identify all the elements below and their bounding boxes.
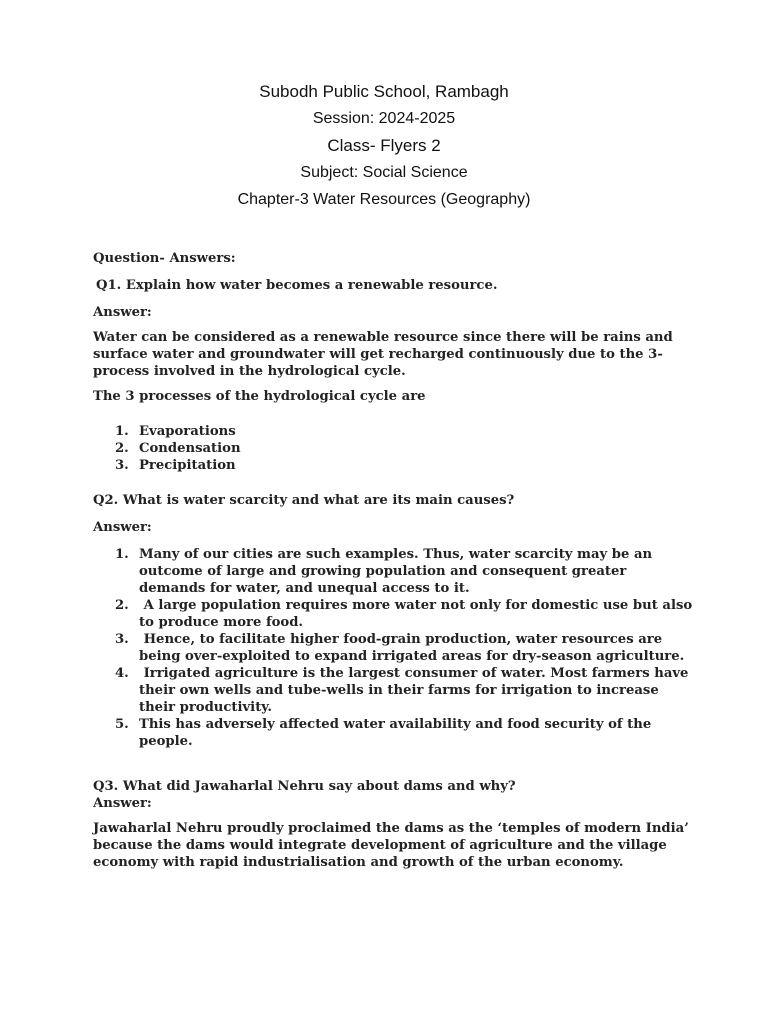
chapter-title: Chapter-3 Water Resources (Geography) [237, 191, 531, 208]
list-number: 3. [115, 632, 129, 647]
q2-answer-label: Answer: [93, 520, 152, 535]
section-label: Question- Answers: [93, 251, 236, 266]
list-number: 4. [115, 666, 129, 681]
list-item [93, 423, 693, 440]
school-name: Subodh Public School, Rambagh [259, 82, 509, 101]
subject-line: Subject: Social Science [300, 164, 468, 181]
list-number: 3. [115, 458, 129, 473]
q1-list [93, 423, 693, 474]
document-body [93, 250, 697, 871]
session-line: Session: 2024-2025 [312, 110, 456, 127]
class-line: Class- Flyers 2 [327, 136, 441, 155]
list-text: This has adversely affected water availability and food security of the people. [139, 717, 652, 749]
q3-question: Q3. What did Jawaharlal Nehru say about dams and why? [93, 779, 516, 794]
list-item [93, 546, 693, 597]
list-item [93, 665, 693, 716]
list-text: Many of our cities are such examples. Thus, water scarcity may be an outcome of large and growing population and consequent greater demands for water, and unequal access to it. [139, 547, 653, 596]
list-item [93, 597, 697, 631]
document-header [0, 78, 768, 213]
q3-answer-label: Answer: [93, 796, 152, 811]
list-number: 5. [115, 717, 129, 732]
list-item [93, 457, 693, 474]
list-item [93, 440, 693, 457]
list-text: Precipitation [139, 458, 236, 473]
list-text: Irrigated agriculture is the largest consumer of water. Most farmers have their own wells and tube-wells in their farms for irrigation to increase their productivity. [139, 666, 694, 715]
list-number: 1. [115, 547, 129, 562]
q2-list [93, 546, 697, 750]
q1-question: Q1. Explain how water becomes a renewable resource. [96, 278, 498, 293]
list-text: Evaporations [139, 424, 236, 439]
list-text: A large population requires more water not only for domestic use but also to produce more food. [139, 598, 697, 630]
q3-answer-text: Jawaharlal Nehru proudly proclaimed the dams as the ‘temples of modern India’ because the dams would integrate development of agriculture and the village economy with rapid industrialisation and growth of the urban economy. [93, 821, 689, 870]
list-item [93, 631, 693, 665]
q2-question: Q2. What is water scarcity and what are its main causes? [93, 493, 515, 508]
list-number: 2. [115, 598, 129, 613]
list-item [93, 716, 693, 750]
list-text: Condensation [139, 441, 241, 456]
list-number: 1. [115, 424, 129, 439]
q1-answer-label: Answer: [93, 305, 152, 320]
list-text: Hence, to facilitate higher food-grain production, water resources are being over-exploited to expand irrigated areas for dry-season agriculture. [139, 632, 685, 664]
q1-answer-text: Water can be considered as a renewable resource since there will be rains and surface water and groundwater will get recharged continuously due to the 3-process involved in the hydrological cycle. [93, 330, 673, 379]
q1-intro: The 3 processes of the hydrological cycle are [93, 389, 426, 404]
list-number: 2. [115, 441, 129, 456]
